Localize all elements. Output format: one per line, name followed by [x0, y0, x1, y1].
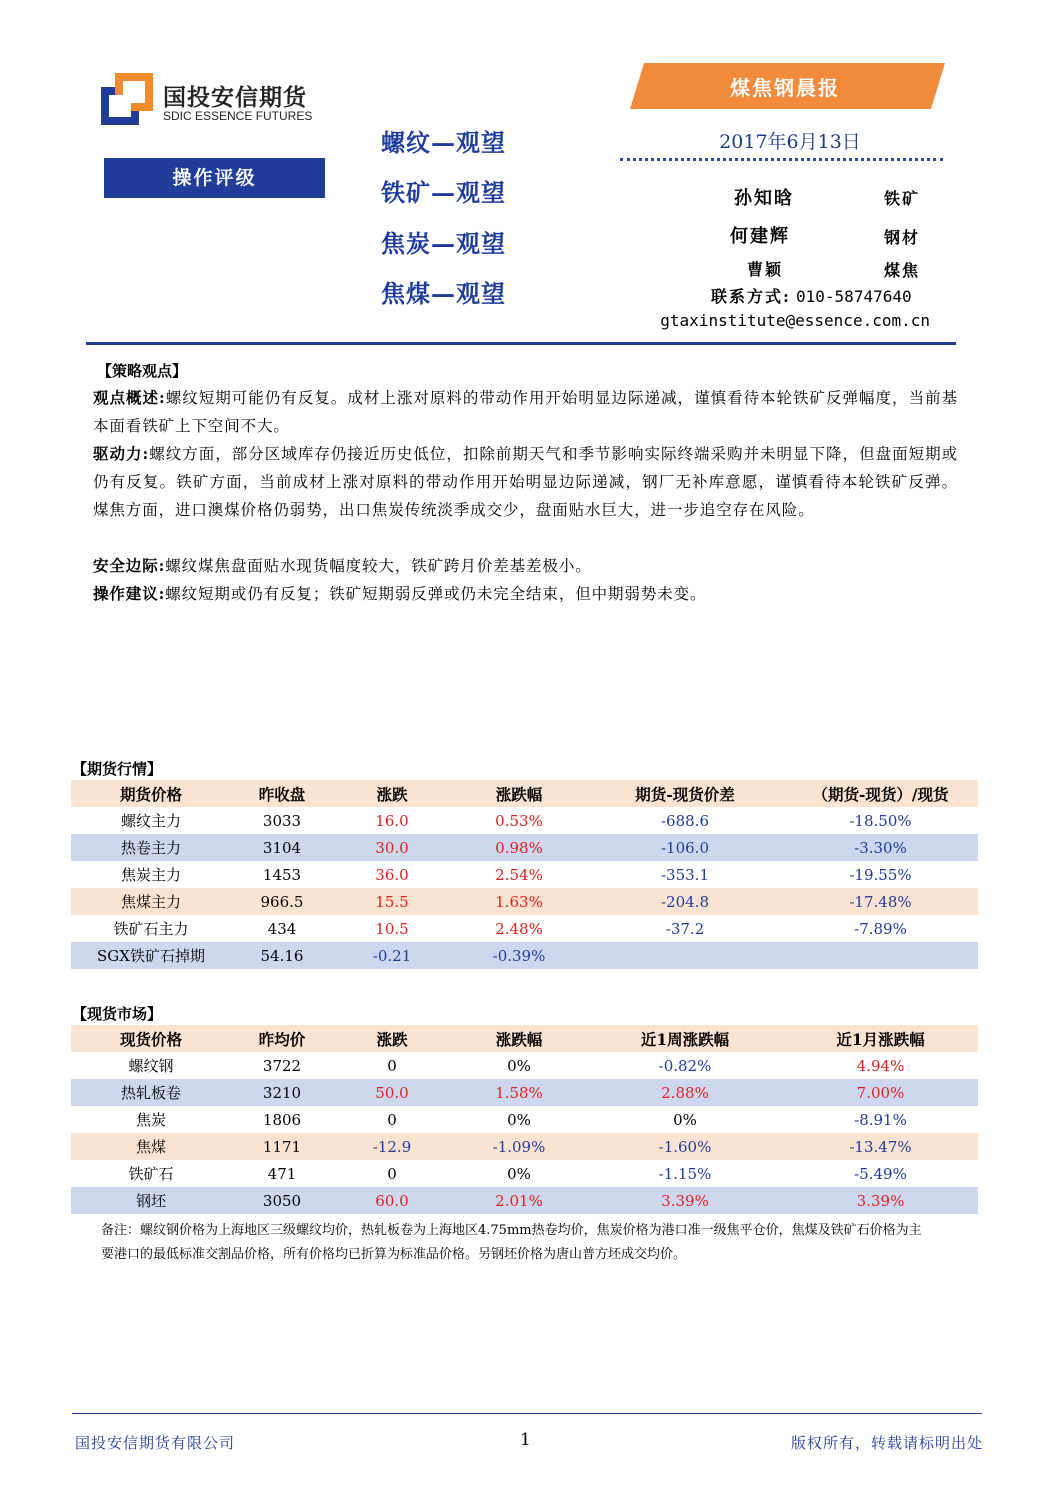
rating-label: 操作评级 — [104, 158, 325, 198]
table-row — [71, 888, 978, 915]
table-cell: -37.2 — [665, 919, 705, 938]
table-cell: -12.9 — [333, 1133, 451, 1160]
table-cell: -7.89% — [854, 919, 907, 938]
dotted-divider — [620, 158, 943, 161]
rating-iron-ore: 铁矿—观望 — [381, 178, 506, 207]
table-row — [71, 807, 978, 834]
table-cell: 2.48% — [495, 919, 543, 938]
logo-text-cn: 国投安信期货 — [163, 85, 307, 111]
table-cell: 螺纹钢 — [128, 1057, 174, 1075]
table-cell — [587, 942, 783, 969]
table-cell: -17.48% — [783, 888, 978, 915]
table-cell: -13.47% — [783, 1133, 978, 1160]
footer-divider — [72, 1413, 982, 1414]
table-cell: 0% — [507, 1056, 531, 1075]
strategy-text: 螺纹煤焦盘面贴水现货幅度较大，铁矿跨月价差基差极小。 — [165, 557, 592, 575]
futures-table — [71, 780, 978, 969]
table-cell: 螺纹主力 — [120, 812, 181, 830]
table-header-row — [71, 780, 978, 807]
table-cell: 54.16 — [231, 942, 333, 969]
column-header: 昨收盘 — [231, 780, 333, 807]
analyst-name: 曹颖 — [747, 260, 784, 279]
table-cell: 0 — [387, 1056, 397, 1075]
table-cell: 50.0 — [333, 1079, 451, 1106]
table-cell: 3722 — [262, 1056, 302, 1075]
table-cell: 16.0 — [375, 811, 409, 830]
table-cell: 铁矿石主力 — [113, 920, 189, 938]
table-cell: 434 — [267, 919, 297, 938]
strategy-label: 操作建议: — [93, 584, 166, 603]
rating-coking-coal: 焦煤—观望 — [381, 279, 506, 308]
company-logo-icon — [101, 73, 153, 125]
table-cell — [783, 942, 978, 969]
header-divider — [86, 342, 956, 345]
table-cell: 0.53% — [495, 811, 543, 830]
table-cell: -1.09% — [451, 1133, 587, 1160]
table-cell: 0.98% — [451, 834, 587, 861]
column-header: 近1月涨跌幅 — [783, 1025, 978, 1052]
table-cell: 2.88% — [587, 1079, 783, 1106]
strategy-title: 【策略观点】 — [97, 362, 188, 380]
table-row — [71, 1187, 978, 1214]
strategy-drivers — [93, 440, 958, 524]
table-cell: 焦煤主力 — [71, 888, 231, 915]
column-header: 涨跌幅 — [451, 1025, 587, 1052]
table-row — [71, 915, 978, 942]
table-cell: 10.5 — [375, 919, 409, 938]
table-cell: -18.50% — [849, 811, 912, 830]
column-header: 期货-现货价差 — [587, 780, 783, 807]
table-cell: 4.94% — [856, 1056, 905, 1075]
table-cell: -8.91% — [854, 1110, 907, 1129]
spot-note: 备注：螺纹钢价格为上海地区三级螺纹均价，热轧板卷为上海地区4.75mm热卷均价，焦炭价格为港口准一级焦平仓价，焦煤及铁矿石价格为主要港口的最低标准交割品价格，所有价格均已折算为标准品价格。另钢坯价格为唐山普方坯成交均价。 — [101, 1223, 922, 1262]
table-cell: 0 — [387, 1164, 397, 1183]
contact-phone: 010-58747640 — [796, 287, 912, 306]
table-cell: 焦煤 — [71, 1133, 231, 1160]
table-cell: 1171 — [231, 1133, 333, 1160]
table-row — [71, 1106, 978, 1133]
table-cell: -0.82% — [658, 1056, 712, 1075]
contact-info — [711, 284, 912, 307]
report-title: 煤焦钢晨报 — [730, 76, 840, 100]
strategy-text: 螺纹短期或仍有反复；铁矿短期弱反弹或仍未完全结束，但中期弱势未变。 — [165, 585, 707, 603]
table-cell: 3210 — [231, 1079, 333, 1106]
table-cell: 0 — [387, 1110, 397, 1129]
column-header: 涨跌 — [333, 780, 451, 807]
table-cell: -3.30% — [783, 834, 978, 861]
table-cell: -353.1 — [660, 865, 709, 884]
table-row — [71, 861, 978, 888]
page-number: 1 — [520, 1430, 531, 1450]
strategy-label: 驱动力: — [93, 444, 150, 463]
analyst-name: 孙知晗 — [734, 188, 794, 209]
table-cell: 热卷主力 — [71, 834, 231, 861]
table-cell: 3050 — [231, 1187, 333, 1214]
column-header: 近1周涨跌幅 — [587, 1025, 783, 1052]
strategy-text: 螺纹方面，部分区域库存仍接近历史低位，扣除前期天气和季节影响实际终端采购并未明显下降，但盘面短期或仍有反复。铁矿方面，当前成材上涨对原料的带动作用开始明显边际递减，钢厂无补库意愿，谨慎看待本轮铁矿反弹。煤焦方面，进口澳煤价格仍弱势，出口焦炭传统淡季成交少，盘面贴水巨大，进一步追空存在风险。 — [93, 445, 959, 519]
column-header: 涨跌 — [333, 1025, 451, 1052]
table-row — [71, 1052, 978, 1079]
table-cell: 1453 — [262, 865, 302, 884]
table-cell: 7.00% — [783, 1079, 978, 1106]
table-header-row — [71, 1025, 978, 1052]
analyst-field: 煤焦 — [884, 261, 921, 280]
table-cell: 1.63% — [451, 888, 587, 915]
contact-email: gtaxinstitute@essence.com.cn — [660, 311, 930, 330]
report-date: 2017年6月13日 — [719, 131, 861, 153]
column-header: 现货价格 — [71, 1025, 231, 1052]
table-cell: -688.6 — [660, 811, 709, 830]
analyst-name: 何建辉 — [730, 226, 790, 247]
table-cell: 焦炭主力 — [120, 866, 181, 884]
strategy-text: 螺纹短期可能仍有反复。成材上涨对原料的带动作用开始明显边际递减，谨慎看待本轮铁矿反弹幅度，当前基本面看铁矿上下空间不大。 — [93, 389, 958, 435]
logo-text-en: SDIC ESSENCE FUTURES — [163, 109, 313, 123]
table-cell: -204.8 — [587, 888, 783, 915]
table-cell: 0% — [507, 1110, 531, 1129]
table-cell: -5.49% — [854, 1164, 907, 1183]
table-row — [71, 1079, 978, 1106]
table-row — [71, 1133, 978, 1160]
strategy-label: 安全边际: — [93, 556, 166, 575]
table-cell: 36.0 — [375, 865, 409, 884]
table-cell: 2.01% — [451, 1187, 587, 1214]
table-cell: 15.5 — [333, 888, 451, 915]
table-row — [71, 1160, 978, 1187]
spot-table — [71, 1025, 978, 1214]
table-cell: 0% — [673, 1110, 697, 1129]
table-cell: 60.0 — [333, 1187, 451, 1214]
table-cell: 3104 — [231, 834, 333, 861]
footer-copyright: 版权所有，转载请标明出处 — [790, 1434, 983, 1452]
table-cell: SGX铁矿石掉期 — [71, 942, 231, 969]
table-cell: -1.15% — [658, 1164, 712, 1183]
table-row — [71, 834, 978, 861]
analyst-field: 铁矿 — [884, 189, 921, 208]
table-cell: 2.54% — [495, 865, 543, 884]
table-cell: -0.39% — [451, 942, 587, 969]
column-header: 涨跌幅 — [451, 780, 587, 807]
table-cell: 3033 — [262, 811, 302, 830]
table-cell: 3.39% — [783, 1187, 978, 1214]
table-cell: 30.0 — [333, 834, 451, 861]
table-cell: -1.60% — [587, 1133, 783, 1160]
table-cell: -19.55% — [849, 865, 912, 884]
table-cell: -106.0 — [587, 834, 783, 861]
strategy-margin — [93, 552, 958, 580]
analyst-field: 钢材 — [884, 228, 921, 247]
table-cell: 966.5 — [231, 888, 333, 915]
table-cell: 焦炭 — [135, 1111, 166, 1129]
strategy-label: 观点概述: — [93, 388, 166, 407]
strategy-advice — [93, 580, 958, 608]
spot-title: 【现货市场】 — [72, 1005, 163, 1023]
strategy-summary — [93, 384, 958, 440]
table-cell: 471 — [267, 1164, 297, 1183]
footer-company: 国投安信期货有限公司 — [75, 1434, 236, 1452]
column-header: 期货价格 — [71, 780, 231, 807]
table-cell: 1806 — [262, 1110, 302, 1129]
table-cell: 3.39% — [587, 1187, 783, 1214]
futures-title: 【期货行情】 — [72, 760, 163, 778]
table-cell: 铁矿石 — [128, 1165, 174, 1183]
table-cell: 0% — [507, 1164, 531, 1183]
column-header: （期货-现货）/现货 — [783, 780, 978, 807]
table-row — [71, 942, 978, 969]
table-cell: 热轧板卷 — [71, 1079, 231, 1106]
contact-label: 联系方式: — [711, 287, 791, 306]
table-cell: -0.21 — [333, 942, 451, 969]
table-cell: 钢坯 — [71, 1187, 231, 1214]
table-cell: 1.58% — [451, 1079, 587, 1106]
rating-rebar: 螺纹—观望 — [381, 128, 506, 157]
column-header: 昨均价 — [231, 1025, 333, 1052]
rating-coke: 焦炭—观望 — [381, 229, 506, 258]
